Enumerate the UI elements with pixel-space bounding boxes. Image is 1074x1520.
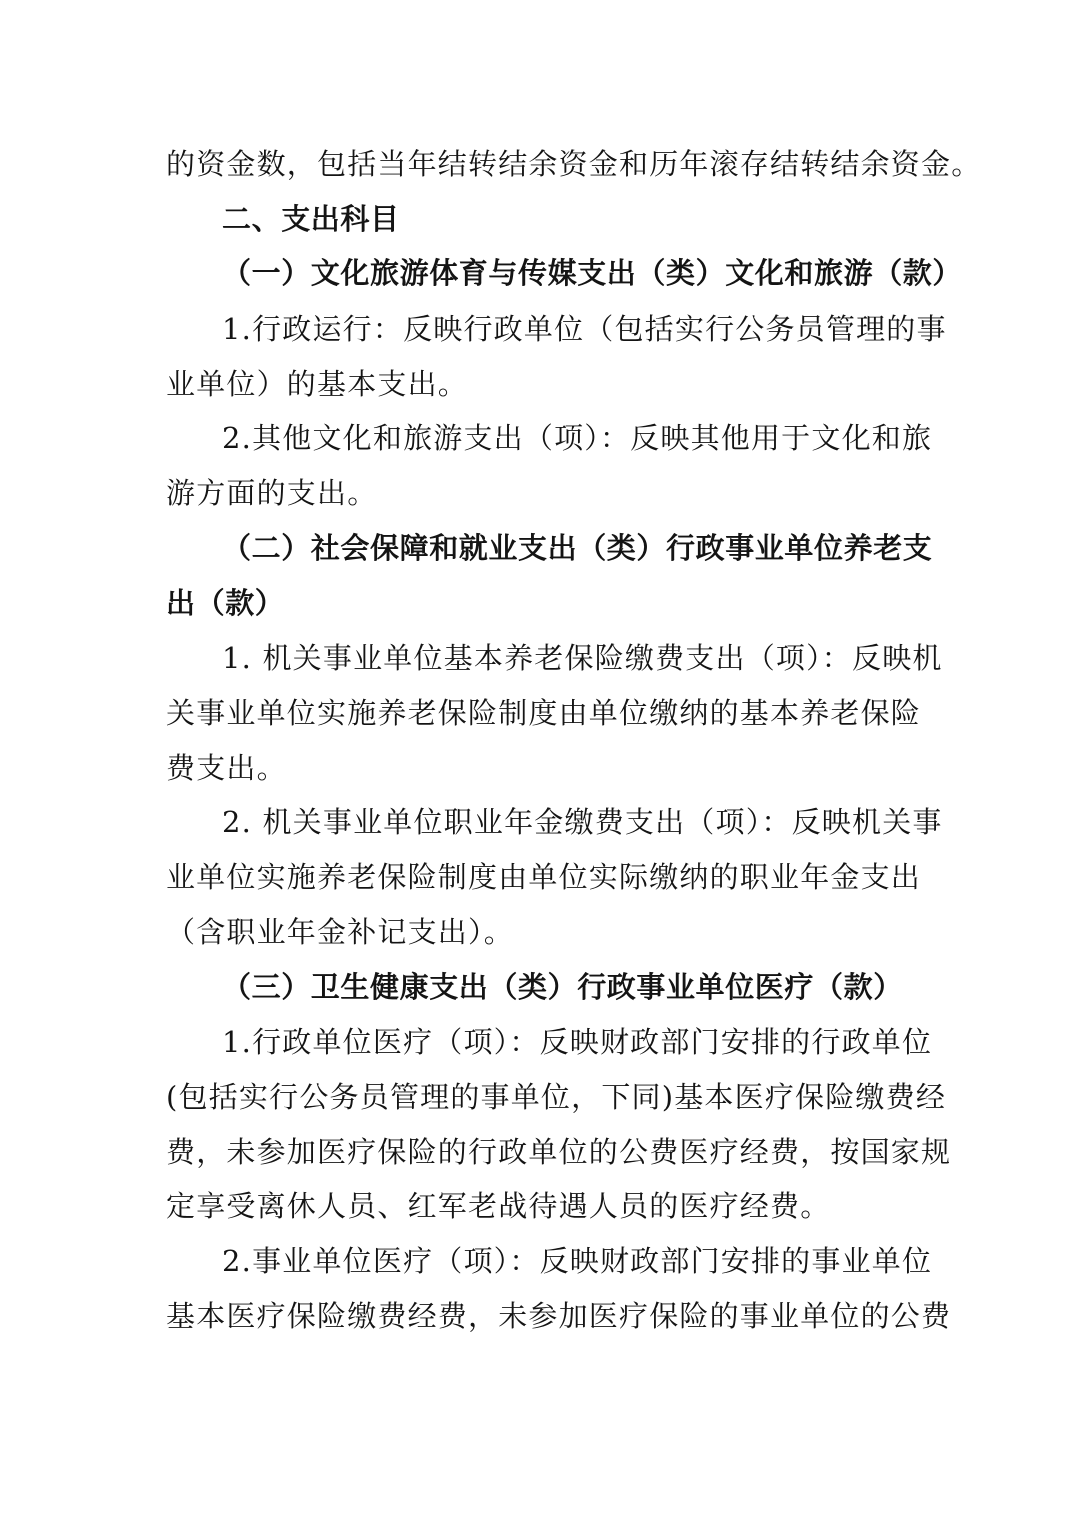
subsection-heading: （二）社会保障和就业支出（类）行政事业单位养老支: [222, 531, 933, 565]
paragraph-text: 的资金数，包括当年结转结余资金和历年滚存结转结余资金。: [166, 147, 982, 181]
subsection-heading: 出（款）: [166, 586, 285, 620]
paragraph-text: 基本医疗保险缴费经费，未参加医疗保险的事业单位的公费: [166, 1299, 952, 1333]
paragraph-text: （含职业年金补记支出）。: [166, 915, 514, 949]
section-heading: 二、支出科目: [222, 202, 400, 236]
paragraph-text: 2.其他文化和旅游支出（项）：反映其他用于文化和旅: [222, 421, 933, 455]
subsection-heading: （一）文化旅游体育与传媒支出（类）文化和旅游（款）: [222, 256, 963, 290]
paragraph-text: 定享受离休人员、红军老战待遇人员的医疗经费。: [166, 1189, 831, 1223]
paragraph-text: 业单位实施养老保险制度由单位实际缴纳的职业年金支出: [166, 860, 922, 894]
paragraph-text: 1.行政单位医疗（项）：反映财政部门安排的行政单位: [222, 1025, 933, 1059]
paragraph-text: 费，未参加医疗保险的行政单位的公费医疗经费，按国家规: [166, 1135, 952, 1169]
paragraph-text: 业单位）的基本支出。: [166, 367, 469, 401]
paragraph-text: 费支出。: [166, 751, 287, 785]
paragraph-text: 1.行政运行：反映行政单位（包括实行公务员管理的事: [222, 312, 947, 346]
paragraph-text: 游方面的支出。: [166, 476, 378, 510]
paragraph-text: 2.事业单位医疗（项）：反映财政部门安排的事业单位: [222, 1244, 933, 1278]
paragraph-text: (包括实行公务员管理的事单位，下同)基本医疗保险缴费经: [166, 1080, 947, 1114]
subsection-heading: （三）卫生健康支出（类）行政事业单位医疗（款）: [222, 970, 903, 1004]
paragraph-text: 1. 机关事业单位基本养老保险缴费支出（项）：反映机: [222, 641, 943, 675]
paragraph-text: 关事业单位实施养老保险制度由单位缴纳的基本养老保险: [166, 696, 922, 730]
paragraph-text: 2. 机关事业单位职业年金缴费支出（项）：反映机关事: [222, 805, 943, 839]
